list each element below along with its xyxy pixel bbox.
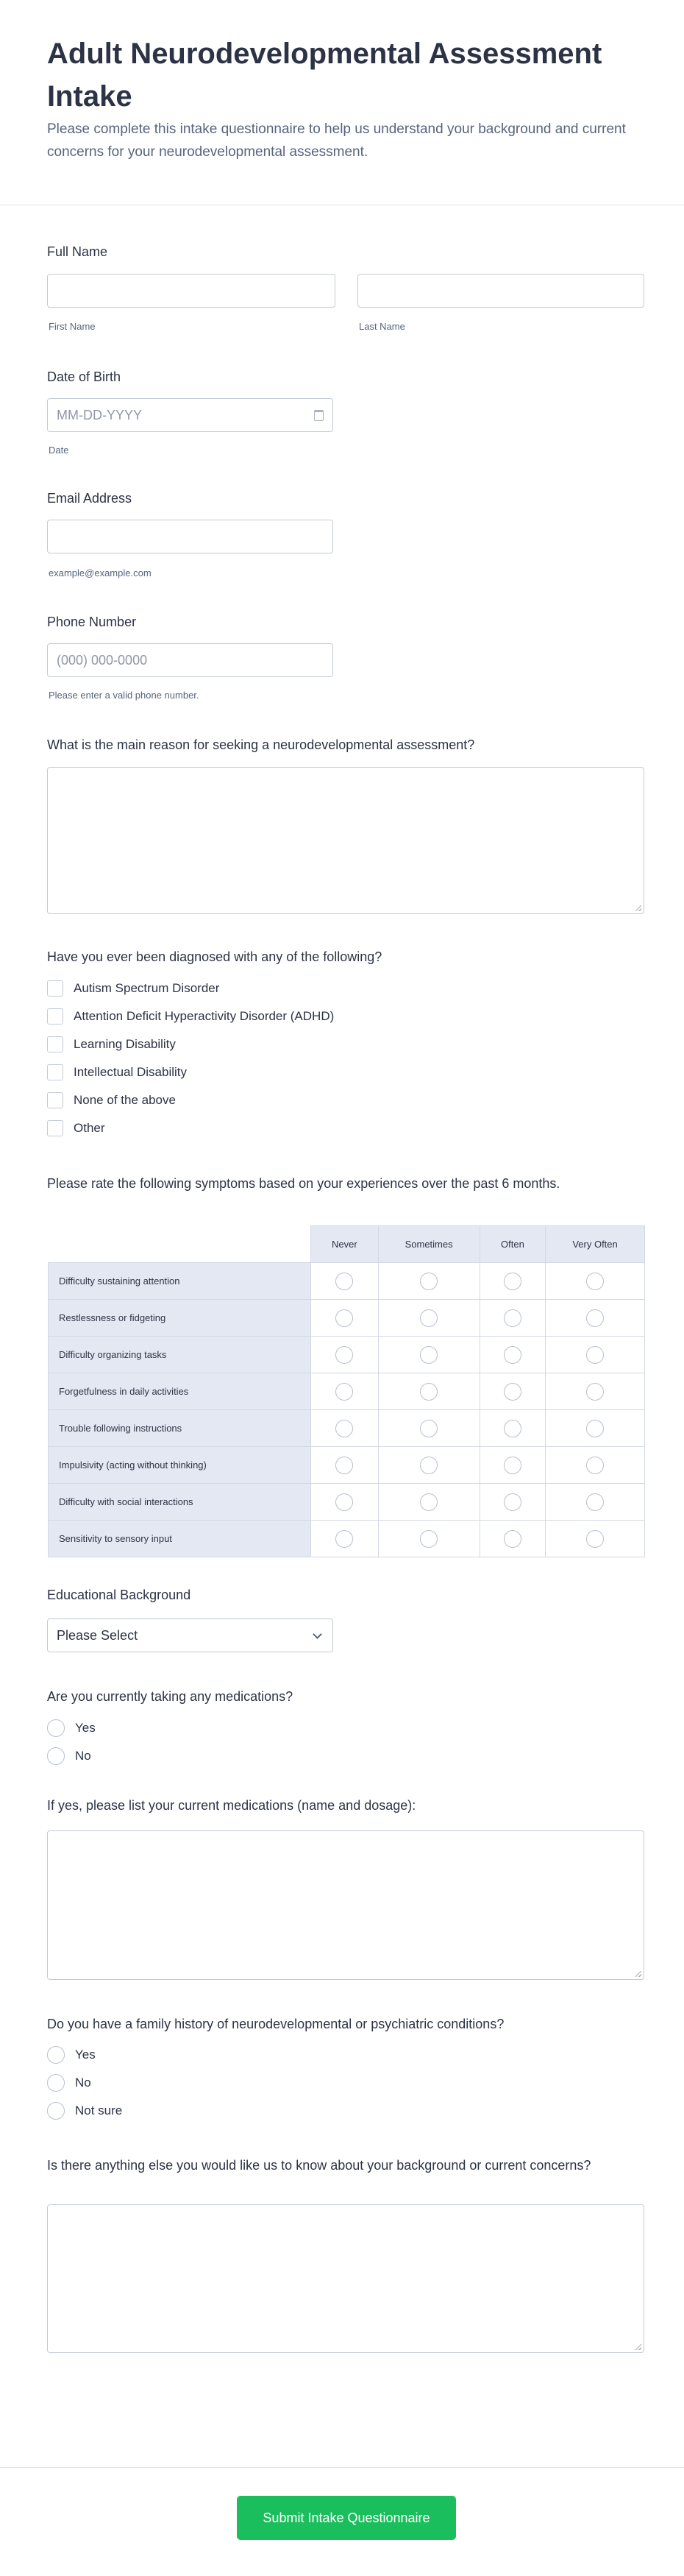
family-history-option[interactable] [47, 2073, 91, 2092]
matrix-radio[interactable] [504, 1493, 521, 1511]
matrix-cell [311, 1410, 378, 1447]
matrix-row-label: Restlessness or fidgeting [49, 1300, 311, 1337]
phone-sublabel: Please enter a valid phone number. [49, 690, 199, 701]
medications-option[interactable] [47, 1719, 96, 1738]
matrix-column-header: Never [311, 1226, 378, 1263]
resize-handle-icon[interactable] [635, 905, 641, 911]
anything-else-textarea[interactable] [47, 2204, 644, 2353]
matrix-radio[interactable] [335, 1493, 353, 1511]
symptoms-matrix [48, 1225, 645, 1557]
matrix-row-label: Difficulty sustaining attention [49, 1263, 311, 1300]
dob-label: Date of Birth [47, 369, 121, 384]
matrix-cell [378, 1300, 480, 1337]
matrix-cell [546, 1484, 645, 1521]
education-select[interactable] [47, 1618, 333, 1652]
calendar-icon[interactable] [314, 410, 324, 421]
option-label: Yes [75, 2048, 96, 2062]
matrix-row-label: Forgetfulness in daily activities [49, 1373, 311, 1410]
matrix-radio[interactable] [504, 1420, 521, 1437]
diagnosed-option[interactable] [47, 979, 219, 998]
matrix-radio[interactable] [335, 1309, 353, 1327]
matrix-radio[interactable] [420, 1457, 438, 1474]
option-label: Intellectual Disability [74, 1065, 188, 1079]
matrix-radio[interactable] [420, 1346, 438, 1364]
matrix-cell [480, 1300, 545, 1337]
radio[interactable] [47, 2074, 65, 2092]
option-label: None of the above [74, 1093, 176, 1107]
matrix-column-header: Sometimes [378, 1226, 480, 1263]
reason-label: What is the main reason for seeking a neurodevelopmental assessment? [47, 737, 475, 752]
matrix-row [49, 1410, 645, 1447]
matrix-cell [311, 1521, 378, 1557]
checkbox[interactable] [47, 1092, 63, 1108]
resize-handle-icon[interactable] [635, 1971, 641, 1977]
matrix-cell [378, 1410, 480, 1447]
matrix-cell [378, 1521, 480, 1557]
diagnosed-label: Have you ever been diagnosed with any of the following? [47, 949, 382, 964]
symptoms-label: Please rate the following symptoms based on your experiences over the past 6 months. [47, 1176, 560, 1191]
matrix-row [49, 1484, 645, 1521]
matrix-radio[interactable] [586, 1420, 604, 1437]
checkbox[interactable] [47, 1064, 63, 1080]
option-label: No [75, 2076, 91, 2090]
option-label: Attention Deficit Hyperactivity Disorder (ADHD) [74, 1009, 335, 1023]
matrix-cell [546, 1410, 645, 1447]
reason-textarea[interactable] [47, 767, 644, 914]
radio[interactable] [47, 2046, 65, 2064]
first-name-sublabel: First Name [49, 321, 96, 332]
last-name-input[interactable] [357, 274, 644, 308]
radio[interactable] [47, 1747, 65, 1765]
radio[interactable] [47, 1719, 65, 1737]
diagnosed-option[interactable] [47, 1119, 105, 1138]
option-label: Autism Spectrum Disorder [74, 981, 220, 995]
family-history-label: Do you have a family history of neurodevelopmental or psychiatric conditions? [47, 2017, 505, 2031]
matrix-radio[interactable] [335, 1420, 353, 1437]
matrix-radio[interactable] [504, 1530, 521, 1548]
last-name-sublabel: Last Name [359, 321, 405, 332]
resize-handle-icon[interactable] [635, 2344, 641, 2350]
matrix-cell [311, 1447, 378, 1484]
option-label: No [75, 1749, 91, 1763]
matrix-radio[interactable] [504, 1273, 521, 1290]
matrix-cell [378, 1484, 480, 1521]
matrix-cell [311, 1484, 378, 1521]
matrix-row-label: Impulsivity (acting without thinking) [49, 1447, 311, 1484]
option-label: Learning Disability [74, 1037, 176, 1051]
dob-sublabel: Date [49, 445, 69, 456]
matrix-radio[interactable] [504, 1383, 521, 1401]
matrix-row-label: Difficulty with social interactions [49, 1484, 311, 1521]
medication-list-label: If yes, please list your current medications (name and dosage): [47, 1798, 416, 1813]
phone-placeholder: (000) 000-0000 [57, 652, 148, 668]
anything-else-label: Is there anything else you would like us to know about your background or current concerns? [47, 2158, 591, 2173]
matrix-cell [378, 1373, 480, 1410]
matrix-cell [378, 1337, 480, 1373]
matrix-radio[interactable] [420, 1309, 438, 1327]
matrix-row [49, 1521, 645, 1557]
email-input[interactable] [47, 520, 333, 553]
matrix-radio[interactable] [504, 1346, 521, 1364]
matrix-radio[interactable] [586, 1530, 604, 1548]
footer-divider [0, 2467, 684, 2468]
dob-input[interactable] [47, 398, 333, 432]
matrix-cell [546, 1263, 645, 1300]
family-history-option[interactable] [47, 2045, 96, 2064]
matrix-column-header: Very Often [546, 1226, 645, 1263]
matrix-radio[interactable] [335, 1273, 353, 1290]
matrix-row [49, 1373, 645, 1410]
matrix-cell [480, 1373, 545, 1410]
education-label: Educational Background [47, 1588, 191, 1602]
checkbox[interactable] [47, 1008, 63, 1025]
matrix-cell [311, 1337, 378, 1373]
matrix-cell [480, 1410, 545, 1447]
matrix-row [49, 1337, 645, 1373]
matrix-cell [546, 1300, 645, 1337]
matrix-radio[interactable] [420, 1420, 438, 1437]
matrix-column-header: Often [480, 1226, 545, 1263]
matrix-radio[interactable] [504, 1457, 521, 1474]
first-name-input[interactable] [47, 274, 335, 308]
matrix-row [49, 1300, 645, 1337]
matrix-cell [480, 1337, 545, 1373]
matrix-radio[interactable] [335, 1530, 353, 1548]
education-selected: Please Select [57, 1627, 138, 1643]
matrix-radio[interactable] [335, 1346, 353, 1364]
medications-label: Are you currently taking any medications? [47, 1689, 293, 1704]
page-subtitle: Please complete this intake questionnaire to help us understand your background and current concerns for your neurodevelopmental assessment. [47, 121, 626, 160]
diagnosed-option[interactable] [47, 1035, 176, 1054]
email-sublabel: example@example.com [49, 567, 152, 578]
matrix-cell [378, 1263, 480, 1300]
phone-label: Phone Number [47, 615, 137, 629]
matrix-radio[interactable] [586, 1309, 604, 1327]
matrix-radio[interactable] [335, 1383, 353, 1401]
matrix-row-label: Trouble following instructions [49, 1410, 311, 1447]
matrix-row-label: Difficulty organizing tasks [49, 1337, 311, 1373]
matrix-corner [49, 1226, 311, 1263]
matrix-row [49, 1263, 645, 1300]
full-name-label: Full Name [47, 244, 108, 259]
matrix-cell [546, 1521, 645, 1557]
page-title: Adult Neurodevelopmental Assessment Intake [47, 38, 602, 113]
matrix-cell [480, 1484, 545, 1521]
matrix-cell [378, 1447, 480, 1484]
matrix-cell [311, 1300, 378, 1337]
option-label: Other [74, 1121, 105, 1135]
diagnosed-option[interactable] [47, 1063, 187, 1082]
matrix-radio[interactable] [420, 1530, 438, 1548]
medications-option[interactable] [47, 1747, 91, 1766]
matrix-cell [311, 1373, 378, 1410]
option-label: Yes [75, 1721, 96, 1735]
phone-input[interactable] [47, 643, 333, 677]
matrix-row [49, 1447, 645, 1484]
matrix-radio[interactable] [420, 1273, 438, 1290]
matrix-cell [480, 1521, 545, 1557]
matrix-cell [546, 1447, 645, 1484]
matrix-radio[interactable] [586, 1457, 604, 1474]
matrix-radio[interactable] [420, 1493, 438, 1511]
matrix-cell [311, 1263, 378, 1300]
matrix-cell [546, 1373, 645, 1410]
matrix-radio[interactable] [586, 1493, 604, 1511]
matrix-cell [480, 1447, 545, 1484]
matrix-radio[interactable] [335, 1457, 353, 1474]
matrix-radio[interactable] [504, 1309, 521, 1327]
matrix-radio[interactable] [586, 1273, 604, 1290]
dob-placeholder: MM-DD-YYYY [57, 407, 142, 422]
matrix-cell [480, 1263, 545, 1300]
chevron-down-icon [313, 1630, 322, 1639]
diagnosed-option[interactable] [47, 1091, 176, 1110]
diagnosed-option[interactable] [47, 1007, 334, 1026]
matrix-radio[interactable] [586, 1346, 604, 1364]
submit-button[interactable]: Submit Intake Questionnaire [237, 2496, 456, 2540]
checkbox[interactable] [47, 980, 63, 997]
family-history-option[interactable] [47, 2101, 122, 2120]
matrix-radio[interactable] [420, 1383, 438, 1401]
checkbox[interactable] [47, 1120, 63, 1136]
option-label: Not sure [75, 2103, 123, 2117]
medication-list-textarea[interactable] [47, 1830, 644, 1980]
matrix-radio[interactable] [586, 1383, 604, 1401]
radio[interactable] [47, 2102, 65, 2120]
matrix-row-label: Sensitivity to sensory input [49, 1521, 311, 1557]
matrix-cell [546, 1337, 645, 1373]
checkbox[interactable] [47, 1036, 63, 1052]
email-label: Email Address [47, 491, 132, 506]
